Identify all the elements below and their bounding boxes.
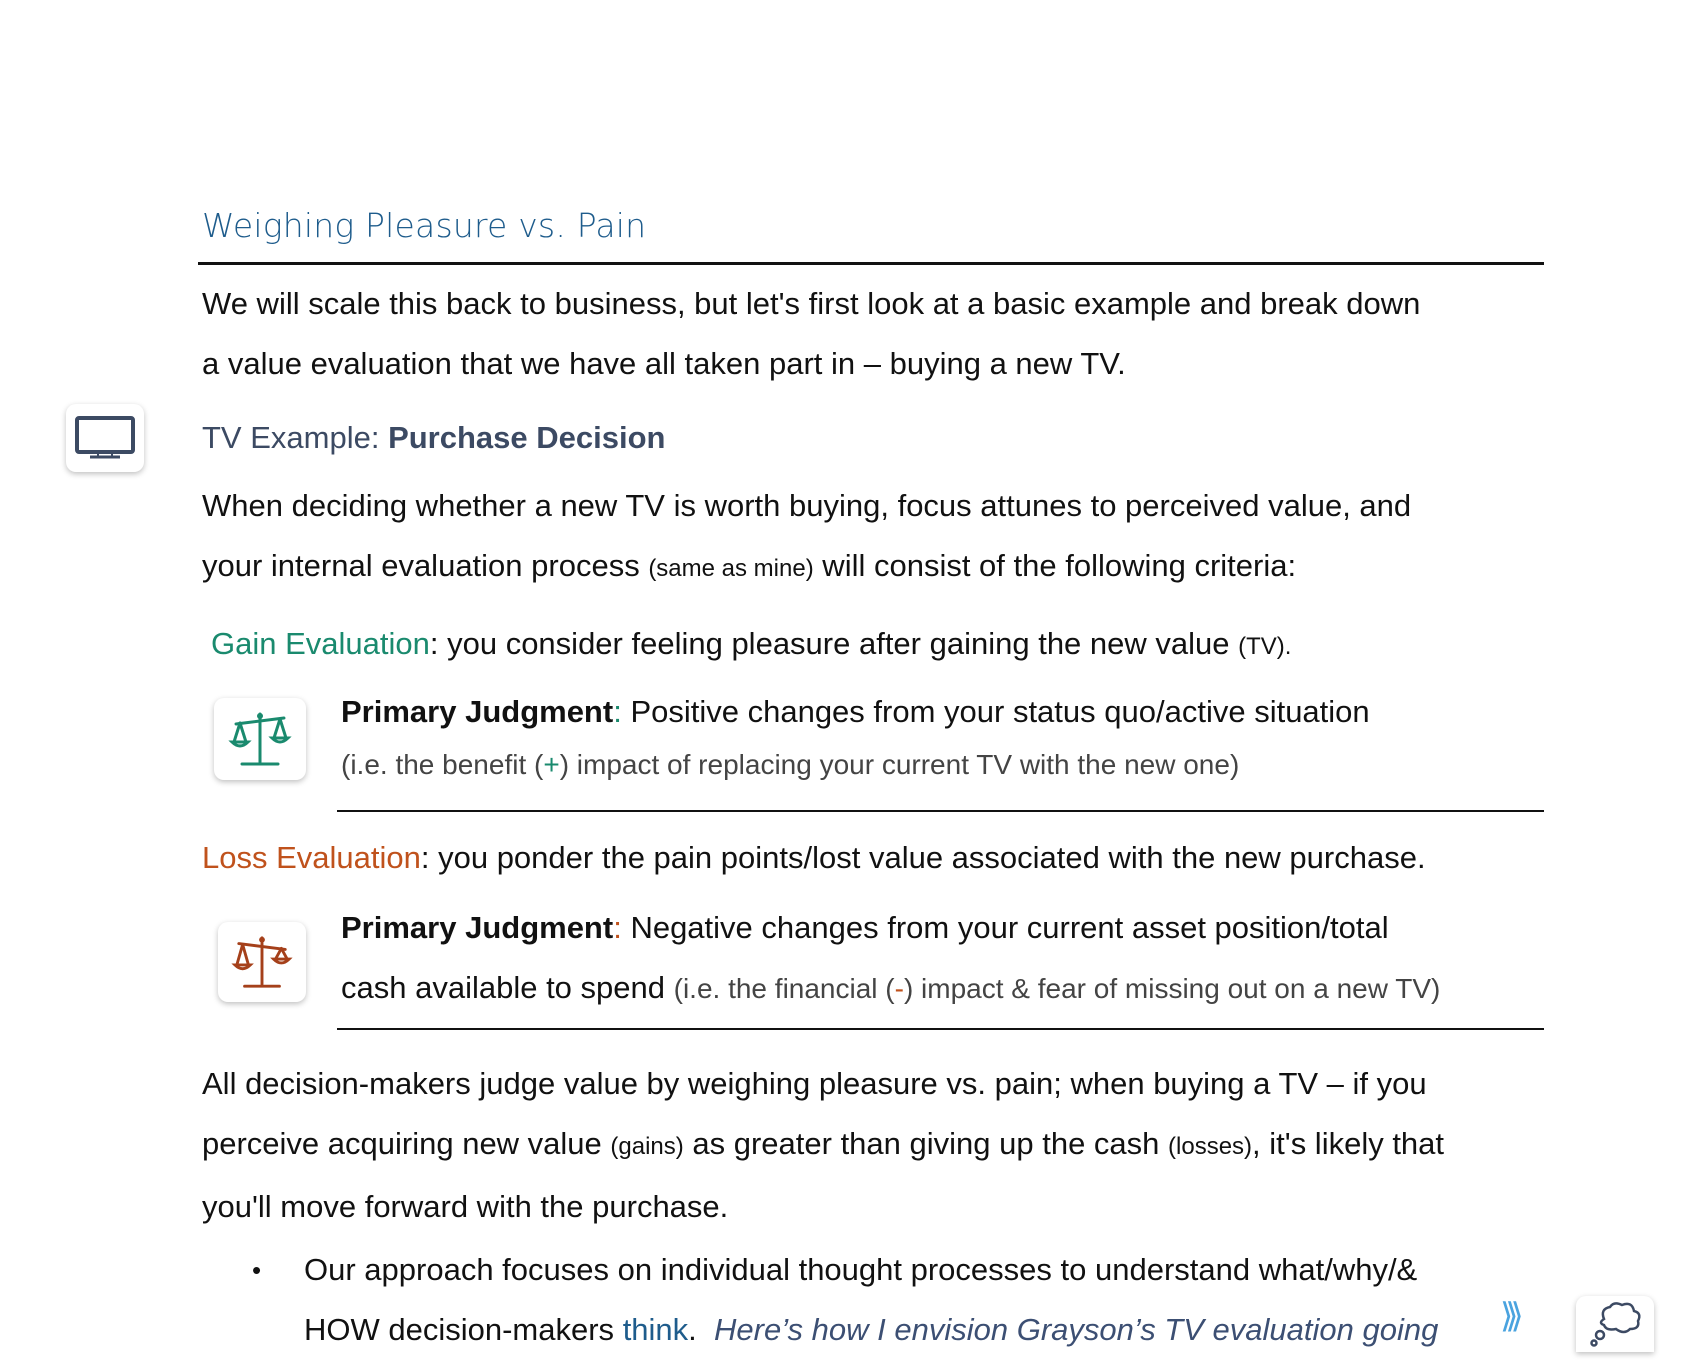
gain-judgment-line — [341, 686, 1551, 738]
loss-evaluation — [202, 828, 1582, 888]
loss-text: : you ponder the pain points/lost value associated with the new purchase. — [420, 840, 1426, 875]
example-prefix: TV Example: — [202, 420, 389, 455]
conclusion-text-c: , it's likely that — [1252, 1126, 1445, 1161]
gain-aside: (TV). — [1238, 633, 1292, 660]
bullet-line-1: Our approach focuses on individual thought processes to understand what/why/& — [304, 1252, 1418, 1287]
loss-judgment-label: Primary Judgment — [341, 910, 614, 945]
loss-sub-sign: - — [894, 973, 904, 1004]
intro-line-1: We will scale this back to business, but let's first look at a basic example and break down — [202, 286, 1421, 321]
criteria-line-2 — [202, 536, 1582, 599]
conclusion-paragraph — [202, 1054, 1582, 1237]
criteria-line-1: When deciding whether a new TV is worth buying, focus attunes to perceived value, and — [202, 488, 1412, 523]
loss-sub-text-end: ) impact & fear of missing out on a new TV) — [903, 973, 1441, 1004]
gain-sub-sign: + — [543, 749, 560, 780]
gain-judgment-text: Positive changes from your status quo/active situation — [621, 694, 1370, 729]
bullet-item — [304, 1240, 1564, 1360]
grayson-evaluation-link[interactable]: Here’s how I envision Grayson’s TV evaluation going — [714, 1312, 1439, 1347]
gain-label: Gain Evaluation — [211, 626, 430, 661]
loss-judgment — [341, 898, 1551, 1019]
gain-judgment — [341, 686, 1551, 792]
gain-sub-text-end: ) impact of replacing your current TV with the new one) — [559, 749, 1240, 780]
continue-arrows-icon[interactable]: ⟩⟩⟩ — [1500, 1297, 1516, 1335]
gain-scale-icon-card — [214, 698, 306, 780]
intro-line-2: a value evaluation that we have all taken part in – buying a new TV. — [202, 346, 1126, 381]
bullet-dot: • — [252, 1255, 262, 1285]
criteria-text: your internal evaluation process — [202, 548, 649, 583]
bullet-line-2 — [304, 1300, 1564, 1360]
scale-icon — [228, 708, 292, 770]
gain-judgment-label: Primary Judgment — [341, 694, 614, 729]
thought-bubble-icon-card[interactable] — [1576, 1296, 1654, 1352]
criteria-aside: (same as mine) — [648, 555, 814, 582]
loss-judgment-text: Negative changes from your current asset position/total — [621, 910, 1389, 945]
loss-divider — [337, 1028, 1544, 1030]
conclusion-line-3: you'll move forward with the purchase. — [202, 1189, 729, 1224]
think-link[interactable]: think — [622, 1312, 689, 1347]
tv-icon — [74, 415, 136, 461]
loss-judgment-colon: : — [613, 910, 622, 945]
bullet-period: . — [688, 1312, 715, 1347]
thought-bubble-icon — [1586, 1299, 1644, 1349]
loss-judgment-line-2 — [341, 958, 1551, 1019]
loss-scale-icon-card — [218, 922, 306, 1002]
conclusion-aside-losses: (losses) — [1168, 1133, 1253, 1160]
example-title: Purchase Decision — [388, 420, 666, 455]
conclusion-text-a: perceive acquiring new value — [202, 1126, 611, 1161]
tv-icon-card — [66, 404, 144, 472]
scale-icon — [231, 932, 293, 992]
loss-line2-text: cash available to spend — [341, 970, 674, 1005]
gain-judgment-colon: : — [613, 694, 622, 729]
criteria-text-end: will consist of the following criteria: — [813, 548, 1297, 583]
gain-divider — [337, 810, 1544, 812]
conclusion-text-b: as greater than giving up the cash — [683, 1126, 1169, 1161]
gain-evaluation — [211, 614, 1571, 677]
example-heading — [202, 420, 665, 456]
criteria-paragraph — [202, 476, 1582, 599]
conclusion-line-1: All decision-makers judge value by weighing pleasure vs. pain; when buying a TV – if you — [202, 1066, 1427, 1101]
conclusion-line-2 — [202, 1114, 1582, 1177]
gain-sub-text: (i.e. the benefit ( — [341, 749, 544, 780]
loss-judgment-line — [341, 898, 1551, 958]
intro-paragraph — [202, 274, 1562, 394]
bullet-text: HOW decision-makers — [304, 1312, 623, 1347]
conclusion-aside-gains: (gains) — [610, 1133, 684, 1160]
section-title: Weighing Pleasure vs. Pain — [202, 206, 647, 245]
title-divider — [198, 262, 1544, 265]
gain-judgment-sub — [341, 738, 1551, 792]
loss-label: Loss Evaluation — [202, 840, 421, 875]
gain-text: : you consider feeling pleasure after gaining the new value — [429, 626, 1239, 661]
loss-sub-text: (i.e. the financial ( — [673, 973, 895, 1004]
